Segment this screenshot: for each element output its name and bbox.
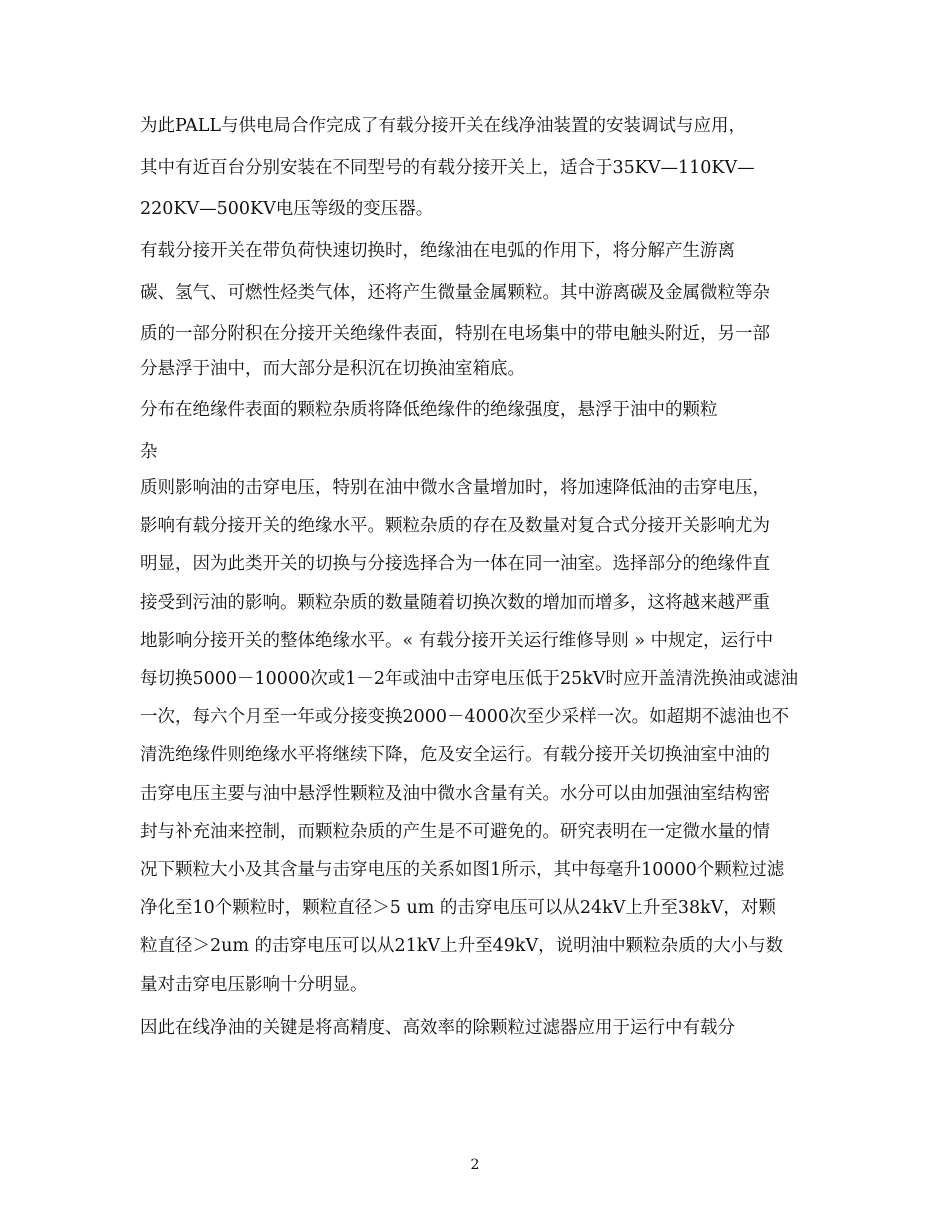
text-line: 220KV—500KV电压等级的变压器。 bbox=[140, 199, 434, 219]
text-line: 其中有近百台分别安装在不同型号的有载分接开关上，适合于35KV—110KV— bbox=[140, 158, 755, 178]
text-line: 质则影响油的击穿电压，特别在油中微水含量增加时，将加速降低油的击穿电压， bbox=[140, 478, 770, 498]
text-line: 粒直径＞2um 的击穿电压可以从21kV上升至49kV，说明油中颗粒杂质的大小与数 bbox=[140, 936, 784, 956]
text-line: 杂 bbox=[140, 442, 158, 462]
text-line: 有载分接开关在带负荷快速切换时，绝缘油在电弧的作用下，将分解产生游离 bbox=[140, 241, 735, 261]
text-line: 清洗绝缘件则绝缘水平将继续下降，危及安全运行。有载分接开关切换油室中油的 bbox=[140, 745, 770, 765]
text-line: 一次，每六个月至一年或分接变换2000－4000次至少采样一次。如超期不滤油也不 bbox=[140, 707, 790, 727]
text-line: 击穿电压主要与油中悬浮性颗粒及油中微水含量有关。水分可以由加强油室结构密 bbox=[140, 784, 770, 804]
text-line: 分悬浮于油中，而大部分是积沉在切换油室箱底。 bbox=[140, 359, 525, 379]
text-line: 为此PALL与供电局合作完成了有载分接开关在线净油装置的安装调试与应用， bbox=[140, 116, 747, 136]
text-line: 净化至10个颗粒时，颗粒直径＞5 um 的击穿电压可以从24kV上升至38kV，对颗 bbox=[140, 898, 776, 918]
text-line: 接受到污油的影响。颗粒杂质的数量随着切换次数的增加而增多，这将越来越严重 bbox=[140, 593, 770, 613]
page-number: 2 bbox=[470, 1157, 480, 1173]
text-line: 封与补充油来控制，而颗粒杂质的产生是不可避免的。研究表明在一定微水量的情 bbox=[140, 822, 770, 842]
text-line: 碳、氢气、可燃性烃类气体，还将产生微量金属颗粒。其中游离碳及金属微粒等杂 bbox=[140, 283, 770, 303]
text-line: 况下颗粒大小及其含量与击穿电压的关系如图1所示，其中每毫升10000个颗粒过滤 bbox=[140, 860, 785, 880]
text-line: 量对击穿电压影响十分明显。 bbox=[140, 975, 368, 995]
text-line: 分布在绝缘件表面的颗粒杂质将降低绝缘件的绝缘强度，悬浮于油中的颗粒 bbox=[140, 400, 718, 420]
text-line: 质的一部分附积在分接开关绝缘件表面，特别在电场集中的带电触头附近，另一部 bbox=[140, 324, 770, 344]
text-line: 每切换5000－10000次或1－2年或油中击穿电压低于25kV时应开盖清洗换油或滤油 bbox=[140, 669, 798, 689]
text-line: 地影响分接开关的整体绝缘水平。« 有载分接开关运行维修导则 » 中规定，运行中 bbox=[140, 631, 774, 651]
text-line: 影响有载分接开关的绝缘水平。颗粒杂质的存在及数量对复合式分接开关影响尤为 bbox=[140, 516, 770, 536]
text-line: 因此在线净油的关键是将高精度、高效率的除颗粒过滤器应用于运行中有载分 bbox=[140, 1018, 735, 1038]
text-line: 明显，因为此类开关的切换与分接选择合为一体在同一油室。选择部分的绝缘件直 bbox=[140, 554, 770, 574]
